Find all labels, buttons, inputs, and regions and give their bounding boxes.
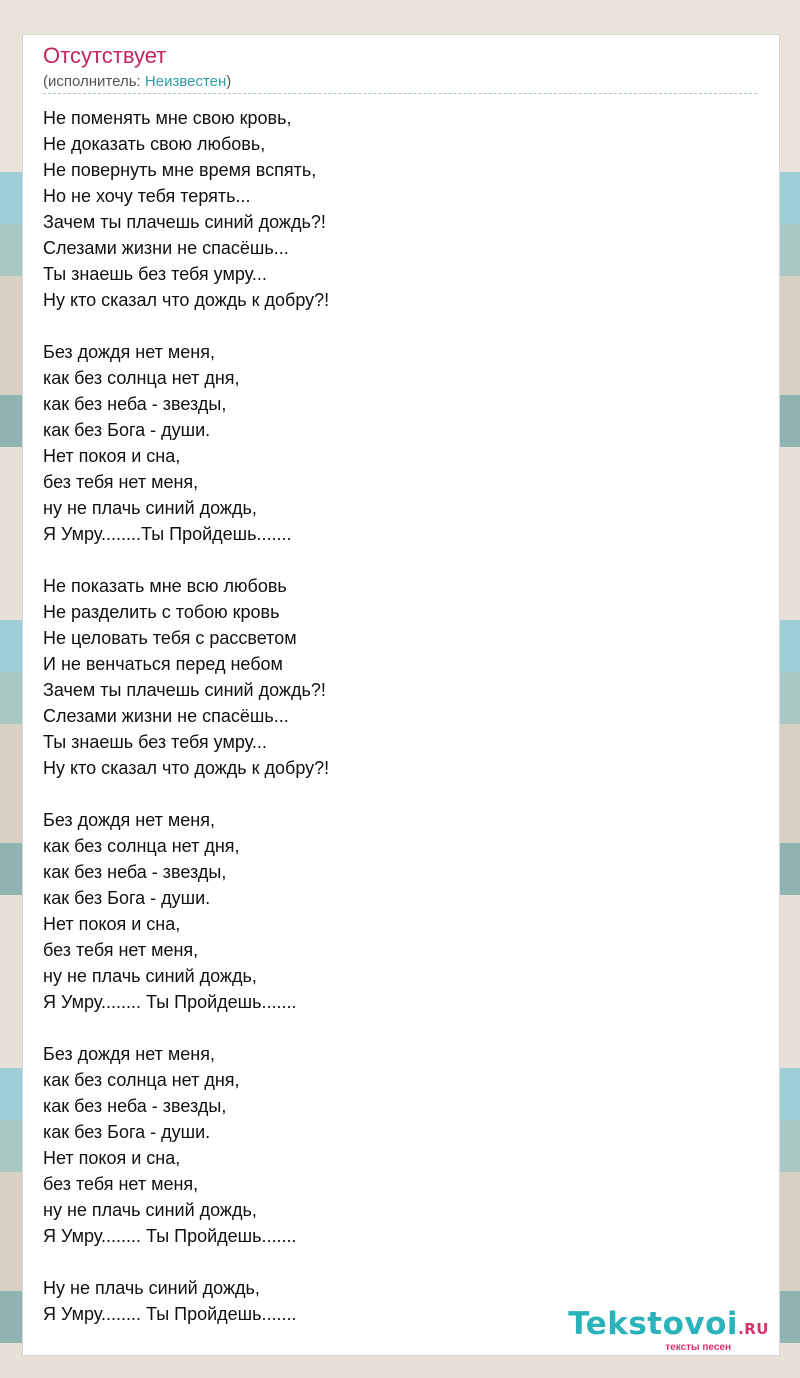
lyrics-card [22, 34, 780, 1356]
lyric-line: Ну не плачь синий дождь, [43, 1278, 260, 1298]
lyric-line: как без солнца нет дня, [43, 368, 240, 388]
lyric-line: Не разделить с тобою кровь [43, 602, 280, 622]
song-title: Отсутствует [43, 43, 167, 68]
lyrics-stanza [43, 339, 329, 547]
lyrics-stanza [43, 105, 329, 313]
lyric-line: как без солнца нет дня, [43, 836, 240, 856]
lyric-line: Я Умру........ Ты Пройдешь....... [43, 1304, 297, 1324]
lyrics-text [43, 105, 329, 1353]
lyric-line: Нет покоя и сна, [43, 914, 181, 934]
lyric-line: Не показать мне всю любовь [43, 576, 287, 596]
lyric-line: Ты знаешь без тебя умру... [43, 264, 267, 284]
lyric-line: Без дождя нет меня, [43, 342, 215, 362]
lyrics-stanza [43, 573, 329, 781]
lyrics-stanza [43, 1275, 329, 1327]
lyric-line: без тебя нет меня, [43, 940, 199, 960]
lyric-line: Без дождя нет меня, [43, 1044, 215, 1064]
lyric-line: Но не хочу тебя терять... [43, 186, 251, 206]
lyric-line: Зачем ты плачешь синий дождь?! [43, 212, 326, 232]
site-logo[interactable] [568, 1307, 769, 1353]
logo-name: Tekstovoi [568, 1306, 739, 1342]
lyric-line: Я Умру........Ты Пройдешь....... [43, 524, 292, 544]
lyric-line: Я Умру........ Ты Пройдешь....... [43, 1226, 297, 1246]
lyric-line: Ты знаешь без тебя умру... [43, 732, 267, 752]
lyric-line: Зачем ты плачешь синий дождь?! [43, 680, 326, 700]
lyric-line: как без неба - звезды, [43, 394, 227, 414]
artist-link[interactable]: Неизвестен [144, 73, 227, 90]
divider [43, 93, 757, 94]
lyric-line: И не венчаться перед небом [43, 654, 283, 674]
lyric-line: как без неба - звезды, [43, 862, 227, 882]
lyric-line: Я Умру........ Ты Пройдешь....... [43, 992, 297, 1012]
lyric-line: Слезами жизни не спасёшь... [43, 238, 289, 258]
lyric-line: Не поменять мне свою кровь, [43, 108, 292, 128]
logo-tagline: тексты песен [665, 1342, 731, 1353]
lyric-line: как без Бога - души. [43, 1122, 211, 1142]
song-artist-line: (исполнитель: Неизвестен) [43, 73, 232, 90]
lyric-line: Ну кто сказал что дождь к добру?! [43, 758, 330, 778]
logo-tld: .RU [738, 1320, 769, 1338]
lyrics-stanza [43, 1041, 329, 1249]
lyric-line: Не целовать тебя с рассветом [43, 628, 297, 648]
lyric-line: Не доказать свою любовь, [43, 134, 266, 154]
lyric-line: как без Бога - души. [43, 420, 211, 440]
artist-label: исполнитель: [48, 73, 141, 90]
lyric-line: Ну кто сказал что дождь к добру?! [43, 290, 330, 310]
lyric-line: как без солнца нет дня, [43, 1070, 240, 1090]
lyric-line: ну не плачь синий дождь, [43, 966, 257, 986]
lyric-line: Без дождя нет меня, [43, 810, 215, 830]
lyric-line: как без Бога - души. [43, 888, 211, 908]
lyric-line: Не повернуть мне время вспять, [43, 160, 317, 180]
lyric-line: ну не плачь синий дождь, [43, 498, 257, 518]
lyric-line: Слезами жизни не спасёшь... [43, 706, 289, 726]
lyrics-stanza [43, 807, 329, 1015]
lyric-line: Нет покоя и сна, [43, 1148, 181, 1168]
lyric-line: ну не плачь синий дождь, [43, 1200, 257, 1220]
lyric-line: без тебя нет меня, [43, 1174, 199, 1194]
lyric-line: как без неба - звезды, [43, 1096, 227, 1116]
lyric-line: Нет покоя и сна, [43, 446, 181, 466]
lyric-line: без тебя нет меня, [43, 472, 199, 492]
